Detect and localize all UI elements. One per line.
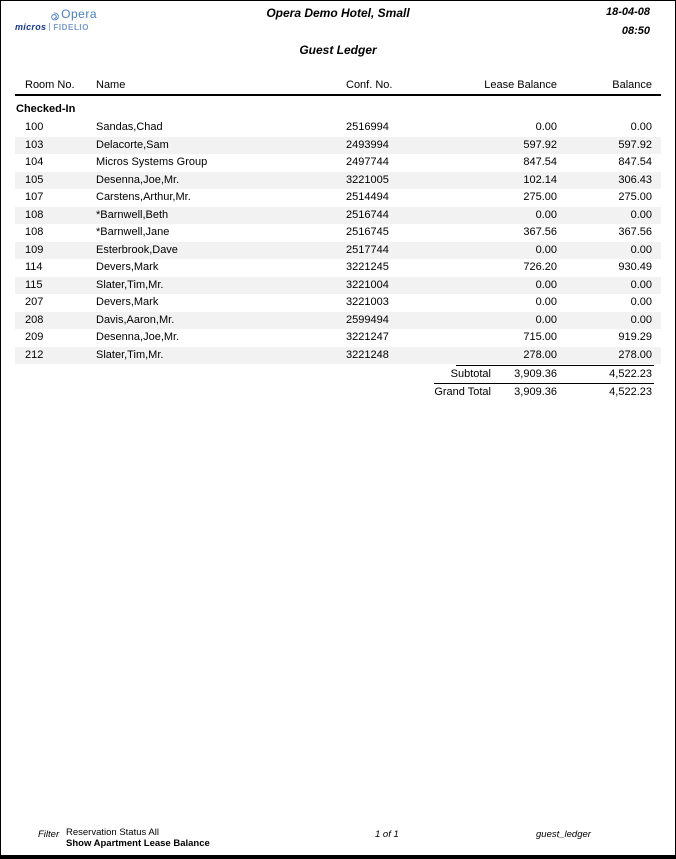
- lease-balance-cell: 726.20: [523, 261, 557, 273]
- balance-cell: 0.00: [630, 121, 652, 133]
- report-footer: [1, 827, 675, 849]
- room-cell: 207: [25, 296, 44, 308]
- opera-logo: [15, 7, 105, 21]
- subtotal-label: Subtotal: [450, 368, 491, 380]
- report-file-name: guest_ledger: [536, 829, 591, 840]
- name-cell: Davis,Aaron,Mr.: [96, 313, 175, 326]
- subtotal-balance: 4,522.23: [609, 368, 652, 380]
- table-column-headers: [15, 71, 661, 96]
- hotel-name: Opera Demo Hotel, Small: [266, 6, 410, 20]
- conf-cell: 3221248: [346, 348, 389, 361]
- lease-balance-cell: 0.00: [535, 243, 557, 256]
- table-row: [15, 189, 661, 207]
- balance-cell: 367.56: [618, 226, 652, 238]
- room-cell: 103: [25, 138, 44, 151]
- lease-balance-cell: 0.00: [535, 313, 557, 326]
- name-cell: Devers,Mark: [96, 296, 159, 308]
- report-datetime: [606, 6, 650, 37]
- balance-cell: 0.00: [630, 208, 652, 221]
- conf-cell: 2516744: [346, 208, 389, 221]
- name-cell: Slater,Tim,Mr.: [96, 348, 164, 361]
- lease-balance-cell: 275.00: [523, 191, 557, 203]
- filter-line-show-apartment-lease-balance: Show Apartment Lease Balance: [66, 837, 210, 849]
- name-cell: *Barnwell,Jane: [96, 226, 170, 238]
- name-cell: Carstens,Arthur,Mr.: [96, 191, 191, 203]
- column-header-room-no: Room No.: [25, 79, 75, 91]
- lease-balance-cell: 597.92: [523, 138, 557, 151]
- conf-cell: 3221245: [346, 261, 389, 273]
- conf-cell: 2516994: [346, 121, 389, 133]
- name-cell: Delacorte,Sam: [96, 138, 169, 151]
- lease-balance-cell: 0.00: [535, 208, 557, 221]
- balance-cell: 0.00: [630, 278, 652, 291]
- lease-balance-cell: 715.00: [523, 331, 557, 343]
- table-row: [15, 347, 661, 365]
- name-cell: Desenna,Joe,Mr.: [96, 331, 180, 343]
- conf-cell: 2493994: [346, 138, 389, 151]
- name-cell: *Barnwell,Beth: [96, 208, 169, 221]
- report-title: Guest Ledger: [299, 43, 377, 57]
- report-header: [1, 1, 675, 71]
- conf-cell: 2517744: [346, 243, 389, 256]
- table-row: [15, 224, 661, 242]
- room-cell: 208: [25, 313, 44, 326]
- conf-cell: 3221005: [346, 173, 389, 186]
- balance-cell: 919.29: [618, 331, 652, 343]
- table-row: [15, 329, 661, 347]
- table-row: [15, 242, 661, 260]
- opera-swirl-icon: [49, 9, 60, 20]
- grand-total-lease-balance: 3,909.36: [514, 386, 557, 398]
- page-number: 1 of 1: [375, 829, 399, 840]
- table-row: [15, 207, 661, 225]
- conf-cell: 3221003: [346, 296, 389, 308]
- name-cell: Micros Systems Group: [96, 156, 208, 168]
- filter-values: [66, 828, 210, 849]
- report-time: 08:50: [621, 25, 650, 37]
- table-row: [15, 154, 661, 172]
- lease-balance-cell: 102.14: [523, 173, 557, 186]
- balance-cell: 0.00: [630, 313, 652, 326]
- room-cell: 105: [25, 173, 44, 186]
- lease-balance-cell: 0.00: [535, 121, 557, 133]
- balance-cell: 0.00: [630, 243, 652, 256]
- column-header-conf-no: Conf. No.: [346, 79, 393, 91]
- section-label-checked-in: Checked-In: [16, 103, 76, 115]
- column-header-name: Name: [96, 79, 126, 91]
- guest-ledger-table: [15, 119, 661, 364]
- room-cell: 114: [25, 261, 43, 273]
- opera-micros-fidelio-logo: [15, 7, 105, 32]
- balance-cell: 278.00: [618, 348, 652, 361]
- column-header-lease-balance: Lease Balance: [484, 79, 557, 91]
- table-row: [15, 172, 661, 190]
- filter-label: Filter: [38, 829, 60, 840]
- balance-cell: 306.43: [618, 173, 652, 186]
- balance-cell: 597.92: [618, 138, 652, 151]
- name-cell: Sandas,Chad: [96, 121, 163, 133]
- room-cell: 109: [25, 243, 44, 256]
- conf-cell: 2599494: [346, 313, 389, 326]
- lease-balance-cell: 847.54: [523, 156, 557, 168]
- room-cell: 108: [25, 226, 44, 238]
- grand-total-balance: 4,522.23: [609, 386, 652, 398]
- subtotal-lease-balance: 3,909.36: [514, 368, 557, 380]
- name-cell: Slater,Tim,Mr.: [96, 278, 164, 291]
- balance-cell: 847.54: [618, 156, 652, 168]
- balance-cell: 275.00: [618, 191, 652, 203]
- opera-logo-text: Opera: [61, 7, 97, 21]
- room-cell: 104: [25, 156, 44, 168]
- subtotal-row: [15, 365, 661, 383]
- name-cell: Esterbrook,Dave: [96, 243, 178, 256]
- conf-cell: 3221004: [346, 278, 389, 291]
- conf-cell: 2516745: [346, 226, 389, 238]
- report-date: 18-04-08: [605, 6, 650, 18]
- name-cell: Desenna,Joe,Mr.: [96, 173, 180, 186]
- table-row: [15, 294, 661, 312]
- fidelio-logo-text: FIDELIO: [53, 22, 90, 32]
- table-row: [15, 259, 661, 277]
- table-row: [15, 137, 661, 155]
- micros-fidelio-logo: [15, 22, 105, 32]
- column-header-balance: Balance: [612, 79, 652, 91]
- room-cell: 107: [25, 191, 44, 203]
- room-cell: 100: [25, 121, 44, 133]
- lease-balance-cell: 0.00: [535, 278, 557, 291]
- table-row: [15, 277, 661, 295]
- conf-cell: 2514494: [346, 191, 389, 203]
- micros-logo-text: micros: [15, 22, 47, 32]
- grand-total-label: Grand Total: [434, 386, 491, 398]
- balance-cell: 930.49: [618, 261, 652, 273]
- table-row: [15, 119, 661, 137]
- filter-line-reservation-status: Reservation Status All: [66, 827, 159, 838]
- conf-cell: 2497744: [346, 156, 389, 168]
- lease-balance-cell: 367.56: [523, 226, 557, 238]
- table-row: [15, 312, 661, 330]
- logo-divider: [49, 23, 50, 31]
- room-cell: 115: [25, 278, 43, 291]
- lease-balance-cell: 278.00: [523, 348, 557, 361]
- room-cell: 209: [25, 331, 44, 343]
- room-cell: 108: [25, 208, 44, 221]
- lease-balance-cell: 0.00: [535, 296, 557, 308]
- balance-cell: 0.00: [630, 296, 652, 308]
- name-cell: Devers,Mark: [96, 261, 159, 273]
- room-cell: 212: [25, 348, 44, 361]
- conf-cell: 3221247: [346, 331, 389, 343]
- grand-total-row: [15, 383, 661, 401]
